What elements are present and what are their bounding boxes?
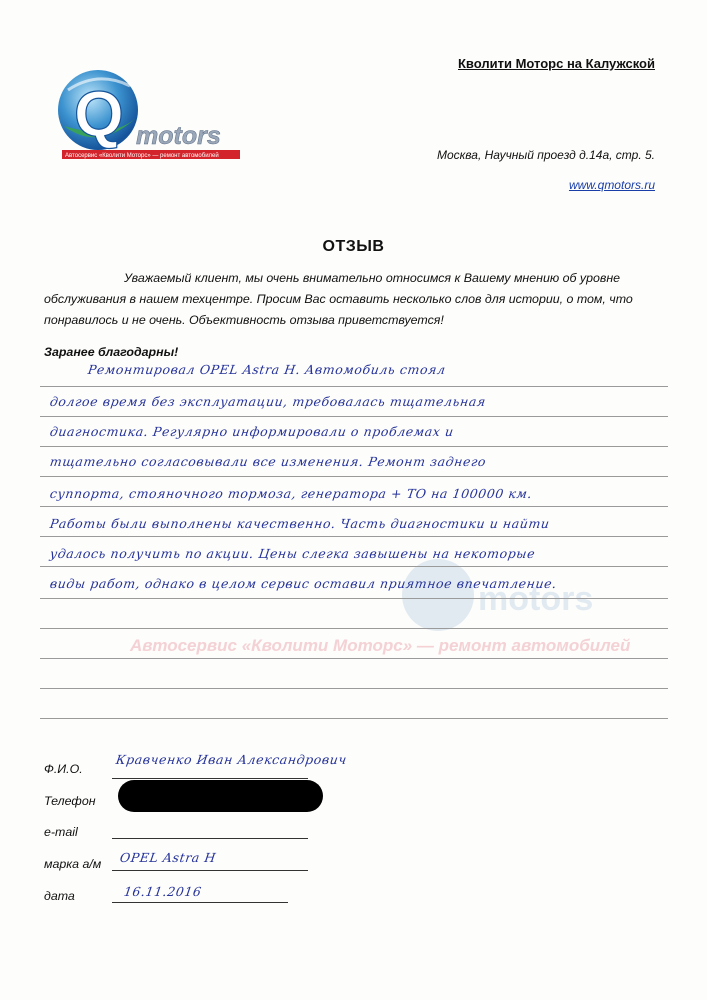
- svg-text:Q: Q: [74, 78, 124, 150]
- svg-text:motors: motors: [136, 122, 221, 150]
- review-line: удалось получить по акции. Цены слегка завышены на некоторые: [48, 546, 537, 561]
- review-line: виды работ, однако в целом сервис оставил приятное впечатление.: [48, 576, 558, 591]
- review-line: диагностика. Регулярно информировали о проблемах и: [48, 424, 455, 439]
- fio-label: Ф.И.О.: [44, 762, 83, 776]
- car-label: марка а/м: [44, 857, 102, 871]
- review-line: тщательно согласовывали все изменения. Ремонт заднего: [48, 454, 488, 469]
- fio-value: Кравченко Иван Александрович: [114, 752, 348, 767]
- company-address: Москва, Научный проезд д.14а, стр. 5.: [436, 148, 655, 162]
- phone-label: Телефон: [44, 794, 96, 808]
- fio-line[interactable]: [112, 778, 308, 779]
- phone-redaction: [118, 780, 323, 812]
- svg-text:motors: motors: [478, 580, 594, 618]
- svg-text:Автосервис «Кволити Моторс» —: Автосервис «Кволити Моторс» — ремонт автомобилей: [65, 153, 219, 159]
- watermark-text: Автосервис «Кволити Моторс» — ремонт автомобилей: [130, 636, 631, 655]
- website-link[interactable]: www.qmotors.ru: [568, 178, 655, 192]
- review-line: Ремонтировал OPEL Astra H. Автомобиль стоял: [86, 362, 447, 377]
- car-line[interactable]: [112, 870, 308, 871]
- car-value: OPEL Astra H: [118, 850, 218, 865]
- email-line[interactable]: [112, 838, 308, 839]
- review-line: Работы были выполнены качественно. Часть диагностики и найти: [48, 516, 551, 531]
- date-value: 16.11.2016: [122, 884, 203, 899]
- document-title: ОТЗЫВ: [322, 238, 385, 255]
- company-name: Кволити Моторс на Калужской: [458, 56, 655, 71]
- thanks-text: Заранее благодарны!: [44, 345, 179, 359]
- email-label: e-mail: [44, 825, 78, 839]
- review-line: суппорта, стояночного тормоза, генератора + ТО на 100000 км.: [48, 486, 534, 501]
- intro-paragraph: Уважаемый клиент, мы очень внимательно относимся к Вашему мнению об уровне обслуживания в нашем техцентре. Просим Вас оставить несколько слов для истории, о том, что понравилось и не очень. Объективность отзыва приветствуется!: [44, 271, 633, 327]
- date-label: дата: [44, 889, 75, 903]
- review-line: долгое время без эксплуатации, требовалась тщательная: [48, 394, 487, 409]
- date-line[interactable]: [112, 902, 288, 903]
